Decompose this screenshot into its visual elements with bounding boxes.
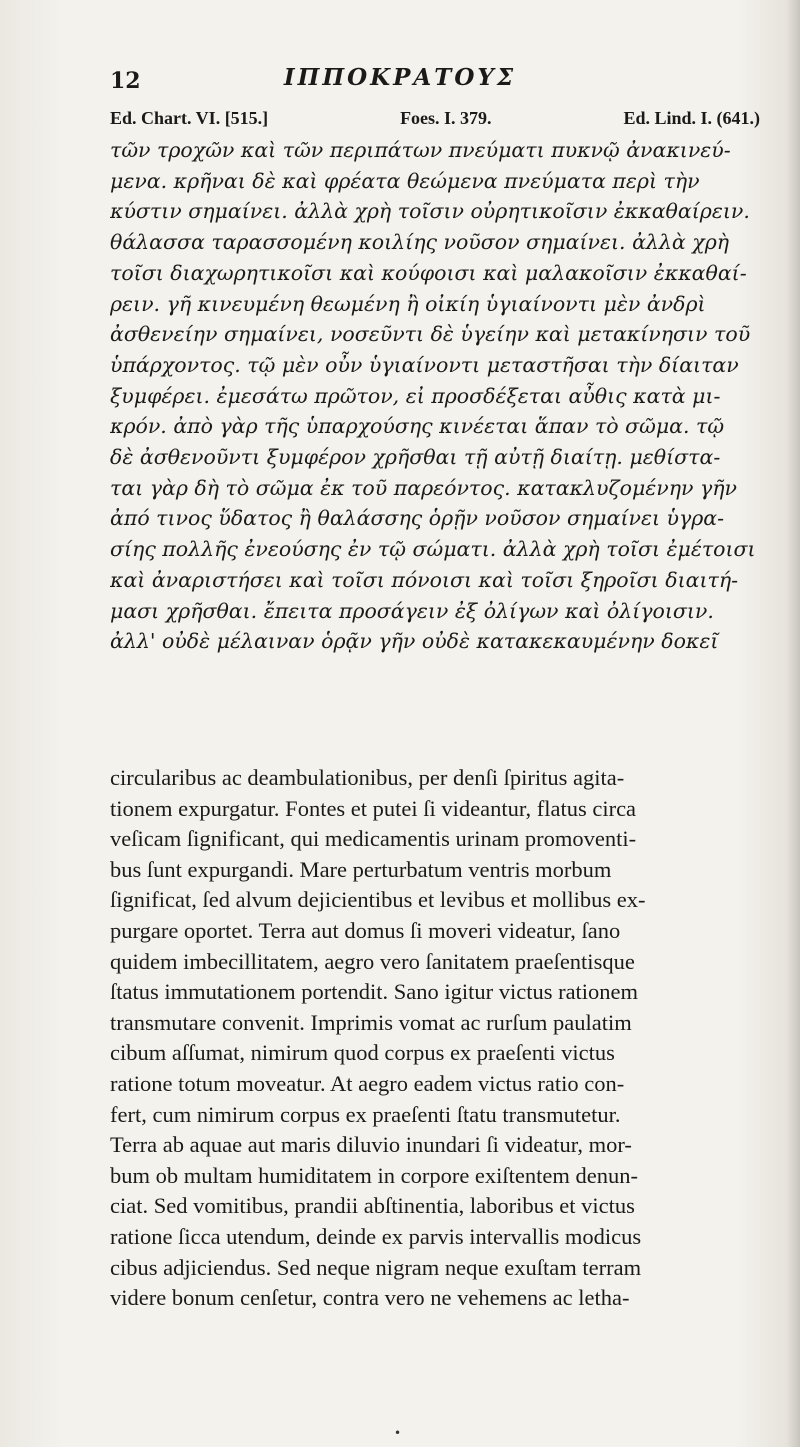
latin-line: bus ſunt expurgandi. Mare perturbatum ventris morbum [110,856,612,882]
latin-line: cibum aſſumat, nimirum quod corpus ex praeſenti victus [110,1040,615,1066]
greek-line: τῶν τροχῶν καὶ τῶν περιπάτων πνεύματι πυκνῷ ἀνακινεύ- [110,138,731,162]
greek-line: ρειν. γῆ κινευμένη θεωμένη ἢ οἰκίη ὑγιαίνοντι μὲν ἀνδρὶ [110,291,706,316]
greek-line: θάλασσα ταρασσομένη κοιλίης νοῦσον σημαίνει. ἀλλὰ χρὴ [110,230,730,255]
greek-line: κρόν. ἀπὸ γὰρ τῆς ὑπαρχούσης κινέεται ἅπαν τὸ σῶμα. τῷ [110,414,725,439]
latin-line: tionem expurgatur. Fontes et putei ſi videantur, flatus circa [110,795,637,821]
latin-line: Terra ab aquae aut maris diluvio inundari ſi videatur, mor- [110,1132,632,1158]
latin-line: bum ob multam humiditatem in corpore exiſtentem denun- [110,1162,639,1188]
latin-line: fert, cum nimirum corpus ex praeſenti ſtatu transmutetur. [110,1101,621,1127]
latin-line: ratione totum moveatur. At aegro eadem victus ratio con- [110,1070,625,1096]
greek-line: τοῖσι διαχωρητικοῖσι καὶ κούφοισι καὶ μαλακοῖσιν ἐκκαθαί- [110,260,747,285]
latin-line: ratione ſicca utendum, deinde ex parvis intervallis modicus [110,1223,642,1249]
page-fold-shadow [786,0,800,1447]
greek-line: μενα. κρῆναι δὲ καὶ φρέατα θεώμενα πνεύματα περὶ τὴν [110,168,700,193]
latin-line: circularibus ac deambulationibus, per denſi ſpiritus agita- [110,765,625,790]
edition-ref-chartier: Ed. Chart. VI. [515.] [110,108,269,128]
latin-line: videre bonum cenſetur, contra vero ne vehemens ac letha- [110,1285,630,1311]
latin-line: ſtatus immutationem portendit. Sano igitur victus rationem [110,979,639,1005]
greek-line: ἀλλ' οὐδὲ μέλαιναν ὁρᾷν γῆν οὐδὲ κατακεκαυμένην δοκεῖ [110,629,719,654]
footer-mark: • [394,1426,402,1440]
greek-line: ἀσθενείην σημαίνει, νοσεῦντι δὲ ὑγείην καὶ μετακίνησιν τοῦ [110,322,751,347]
greek-line: δὲ ἀσθενοῦντι ξυμφέρον χρῆσθαι τῇ αὐτῇ διαίτῃ. μεθίστα- [110,445,721,470]
latin-line: transmutare convenit. Imprimis vomat ac rurſum paulatim [110,1009,632,1035]
running-title: ΙΠΠΟΚΡΑΤΟΥΣ [283,64,517,91]
latin-text-block [110,763,765,1314]
greek-line: μασι χρῆσθαι. ἔπειτα προσάγειν ἐξ ὀλίγων καὶ ὀλίγοισιν. [110,598,714,623]
latin-line: ſignificat, ſed alvum dejicientibus et levibus et mollibus ex- [110,887,646,913]
latin-line: ciat. Sed vomitibus, prandii abſtinentia, laboribus et victus [110,1193,635,1219]
greek-line: κύστιν σημαίνει. ἀλλὰ χρὴ τοῖσιν οὐρητικοῖσιν ἐκκαθαίρειν. [110,199,750,224]
greek-line: ται γὰρ δὴ τὸ σῶμα ἐκ τοῦ παρεόντος. κατακλυζομένην γῆν [110,475,737,500]
greek-line: καὶ ἀναριστήσει καὶ τοῖσι πόνοισι καὶ τοῖσι ξηροῖσι διαιτή- [110,567,739,592]
greek-line: σίης πολλῆς ἐνεούσης ἐν τῷ σώματι. ἀλλὰ χρὴ τοῖσι ἐμέτοισι [110,537,756,562]
greek-line: ἀπό τινος ὕδατος ἢ θαλάσσης ὁρῇν νοῦσον σημαίνει ὑγρα- [110,506,725,531]
edition-ref-foes: Foes. I. 379. [400,108,492,128]
latin-line: purgare oportet. Terra aut domus ſi moveri videatur, ſano [110,917,621,943]
edition-references [110,108,760,129]
edition-ref-linden: Ed. Lind. I. (641.) [623,108,760,128]
greek-line: ξυμφέρει. ἐμεσάτω πρῶτον, εἰ προσδέξεται αὖθις κατὰ μι- [110,383,721,408]
greek-line: ὑπάρχοντος. τῷ μὲν οὖν ὑγιαίνοντι μεταστῆσαι τὴν δίαιταν [110,352,739,377]
latin-line: veſicam ſignificant, qui medicamentis urinam promoventi- [110,826,637,852]
latin-line: quidem imbecillitatem, aegro vero ſanitatem praeſentisque [110,948,635,974]
latin-line: cibus adjiciendus. Sed neque nigram neque exuſtam terram [110,1254,642,1280]
page-number: 12 [110,68,141,94]
greek-text-block [110,135,765,657]
